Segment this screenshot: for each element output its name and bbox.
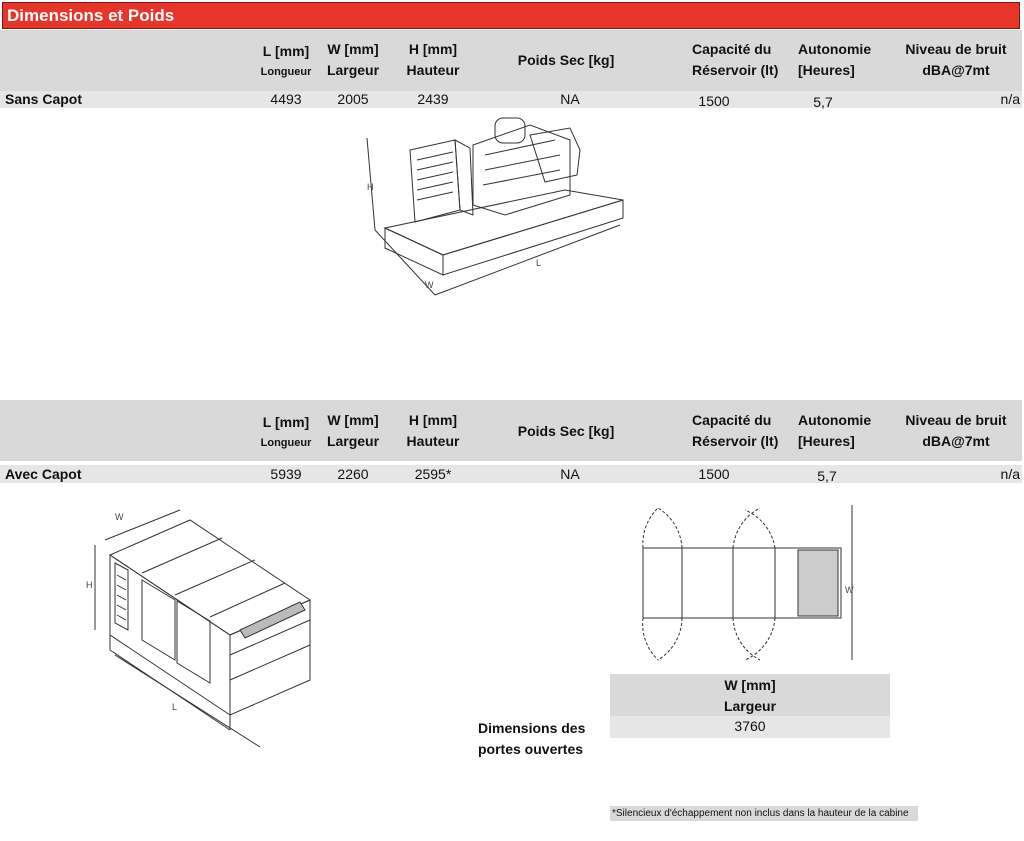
header-poids-2: Poids Sec [kg] xyxy=(517,423,615,439)
value-w: 2005 xyxy=(337,91,369,107)
header-l-2: L [mm] Longueur xyxy=(260,414,312,449)
value-poids: NA xyxy=(560,91,580,107)
header-bruit: Niveau de bruit dBA@7mt xyxy=(905,41,1007,78)
row-label-avec-capot: Avec Capot xyxy=(5,466,82,482)
drawing-label-h: H xyxy=(367,182,374,192)
value-h: 2439 xyxy=(417,91,449,107)
value-poids-2: NA xyxy=(560,466,580,482)
doors-open-top-view xyxy=(640,500,860,670)
drawing-label-w-2: W xyxy=(115,512,124,522)
header-autonomie-2: Autonomie [Heures] xyxy=(798,412,872,449)
canopy-genset-drawing xyxy=(80,505,320,755)
value-autonomie: 5,7 xyxy=(813,94,833,110)
value-capacite: 1500 xyxy=(698,93,730,109)
value-capacite-2: 1500 xyxy=(698,466,730,482)
value-bruit-2: n/a xyxy=(1000,466,1020,482)
drawing-label-h-2: H xyxy=(86,580,93,590)
value-h-2: 2595* xyxy=(414,466,452,482)
header-poids: Poids Sec [kg] xyxy=(517,52,615,68)
drawing-label-l: L xyxy=(536,258,542,268)
section-title-bar xyxy=(2,2,1020,29)
row-avec-capot xyxy=(0,465,1022,483)
drawing-label-l-2: L xyxy=(172,702,178,712)
header-w: W [mm] Largeur xyxy=(326,41,380,78)
open-genset-drawing xyxy=(355,110,635,315)
doors-value: 3760 xyxy=(734,718,766,734)
header-capacite-2: Capacité du Réservoir (lt) xyxy=(692,412,779,449)
doors-label: Dimensions des portes ouvertes xyxy=(478,720,586,757)
footnote: *Silencieux d'échappement non inclus dans la hauteur de la cabine xyxy=(610,806,918,821)
drawing-label-w-3: W xyxy=(845,585,854,595)
header-autonomie: Autonomie [Heures] xyxy=(798,41,872,78)
header-capacite: Capacité du Réservoir (lt) xyxy=(692,41,779,78)
header-w-2: W [mm] Largeur xyxy=(326,412,380,449)
value-l: 4493 xyxy=(270,91,302,107)
drawing-label-w: W xyxy=(425,280,434,290)
doors-header: W [mm] Largeur xyxy=(723,677,777,714)
header-bruit-2: Niveau de bruit dBA@7mt xyxy=(905,412,1007,449)
row-sans-capot xyxy=(0,91,1022,108)
value-w-2: 2260 xyxy=(337,466,369,482)
header-h: H [mm] Hauteur xyxy=(406,41,460,78)
row-label-sans-capot: Sans Capot xyxy=(5,91,83,107)
section-title: Dimensions et Poids xyxy=(7,6,175,25)
value-l-2: 5939 xyxy=(270,466,302,482)
header-l: L [mm] Longueur xyxy=(260,43,312,78)
header-h-2: H [mm] Hauteur xyxy=(406,412,460,449)
value-bruit: n/a xyxy=(1000,91,1020,107)
value-autonomie-2: 5,7 xyxy=(817,468,837,484)
